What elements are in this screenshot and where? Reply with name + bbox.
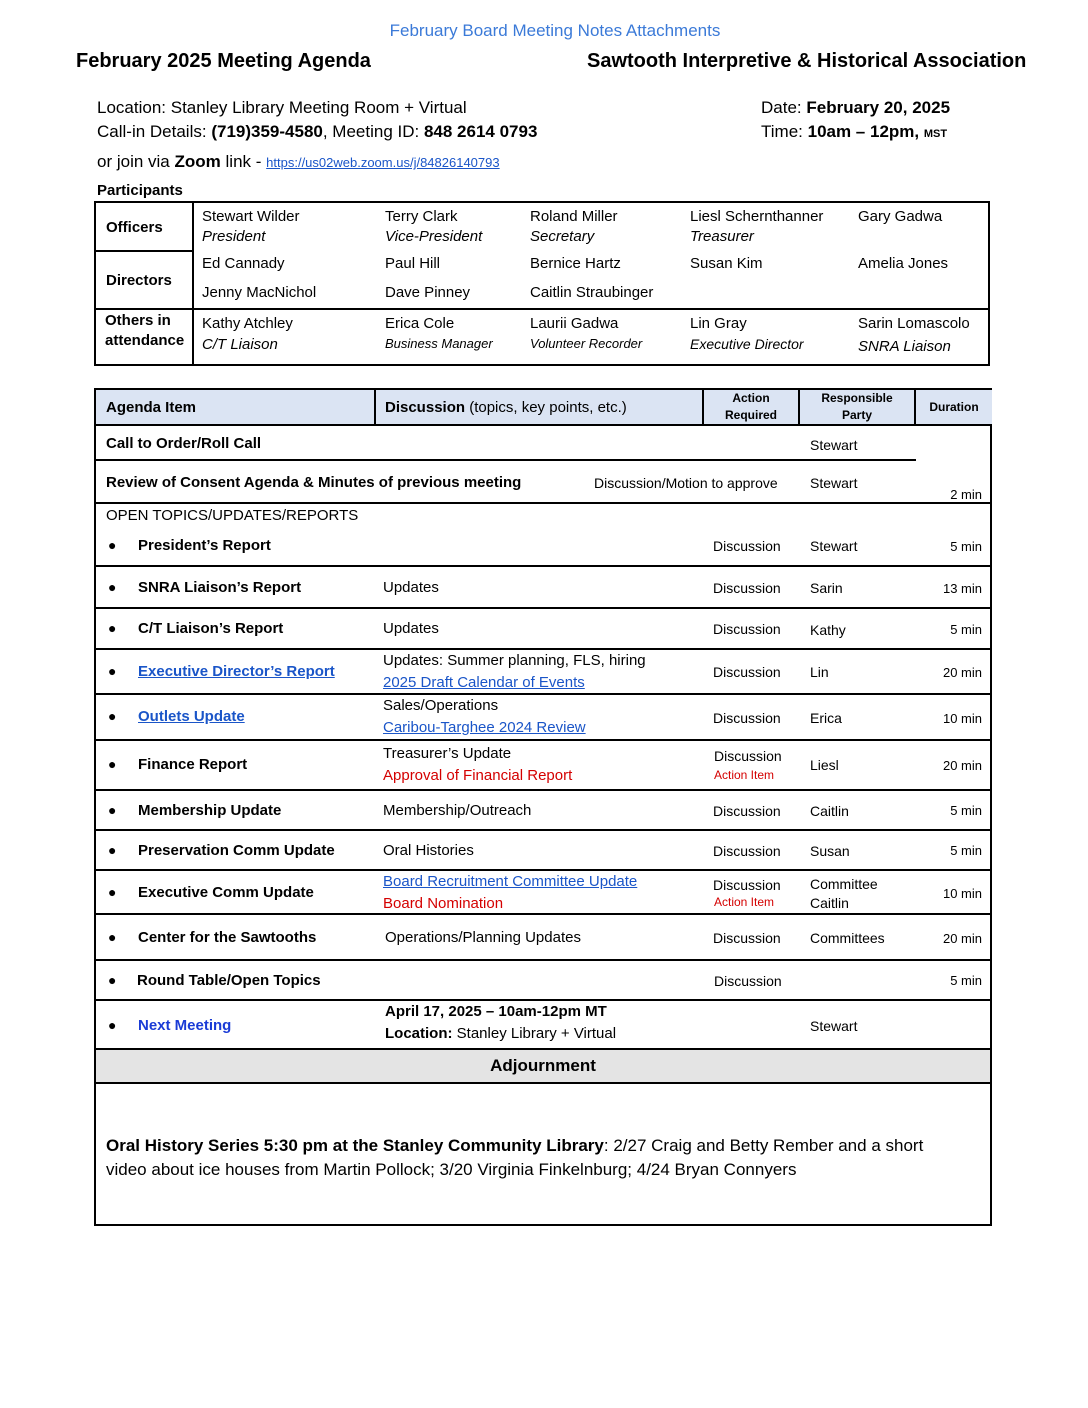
agenda-party: Caitlin: [810, 803, 849, 819]
adjournment-banner: Adjournment: [96, 1050, 990, 1082]
agenda-discussion: Oral Histories: [383, 842, 474, 859]
officer-role: Vice-President: [385, 228, 483, 245]
row-divider: [96, 607, 990, 609]
bullet: ●: [108, 756, 117, 772]
row-divider: [96, 308, 988, 310]
participants-table: [94, 201, 990, 366]
header-discussion: [376, 390, 704, 424]
participants-label: Participants: [97, 182, 183, 199]
agenda-action: Discussion: [713, 930, 781, 946]
meeting-id: 848 2614 0793: [423, 122, 538, 141]
row-divider: [96, 502, 990, 504]
call-to-order-party: Stewart: [810, 437, 858, 453]
bullet: ●: [108, 972, 117, 988]
agenda-discussion: Treasurer’s Update: [383, 745, 512, 762]
zoom-suffix: link -: [225, 152, 262, 171]
action-item-flag: Action Item: [714, 768, 775, 782]
consent-agenda-topic: Review of Consent Agenda & Minutes of previous meeting: [106, 474, 522, 491]
director-name: Ed Cannady: [202, 255, 285, 272]
officer-name: Stewart Wilder: [202, 208, 300, 225]
agenda-topic: Finance Report: [138, 756, 248, 773]
attendee-role: Executive Director: [690, 336, 804, 352]
row-divider: [96, 829, 990, 831]
agenda-table: [94, 388, 992, 1226]
agenda-duration: 10 min: [942, 711, 982, 726]
agenda-action: Discussion: [714, 973, 782, 989]
agenda-discussion: Updates: [383, 579, 439, 596]
oral-history-details: : 2/27 Craig and Betty Rember and a short video about ice houses from Martin Pollock; 3/20 Virginia Finkelnburg; 4/24 Bryan Connyers: [106, 1136, 924, 1179]
next-meeting-party: Stewart: [810, 1018, 858, 1034]
next-meeting-location-value: Stanley Library + Virtual: [456, 1025, 617, 1042]
others-label: Others in attendance: [105, 312, 185, 349]
section-label: OPEN TOPICS/UPDATES/REPORTS: [106, 507, 359, 524]
directors-label: Directors: [106, 272, 172, 289]
agenda-party: Committee: [810, 876, 878, 892]
location-value: Stanley Library Meeting Room + Virtual: [170, 98, 467, 117]
attendee-name: Erica Cole: [385, 315, 455, 332]
agenda-party: Committees: [810, 930, 885, 946]
officers-label: Officers: [106, 219, 163, 236]
header-party-line2: Party: [841, 408, 873, 422]
agenda-duration: 13 min: [942, 581, 982, 596]
agenda-duration: 5 min: [950, 622, 982, 637]
row-divider: [96, 959, 990, 961]
executive-director-report-link[interactable]: Executive Director’s Report: [138, 663, 335, 680]
agenda-discussion: Operations/Planning Updates: [385, 929, 581, 946]
director-name: Dave Pinney: [385, 284, 471, 301]
date-line: [761, 98, 950, 118]
time-line: [761, 122, 947, 142]
attendee-name: Lin Gray: [690, 315, 747, 332]
bullet: ●: [108, 620, 117, 636]
agenda-party: Liesl: [810, 757, 839, 773]
officer-role: President: [202, 228, 266, 245]
header-discussion-rest: (topics, key points, etc.): [469, 398, 627, 416]
column-divider: [192, 203, 194, 364]
header-discussion-bold: Discussion: [385, 398, 466, 416]
agenda-action: Discussion: [713, 621, 781, 637]
header-action-line1: Action: [732, 391, 770, 405]
agenda-action: Discussion: [713, 877, 781, 893]
agenda-party: Sarin: [810, 580, 843, 596]
director-name: Jenny MacNichol: [202, 284, 317, 301]
row-divider: [96, 869, 990, 871]
header-duration: Duration: [916, 390, 992, 424]
header-action-line2: Required: [724, 408, 777, 422]
meeting-id-label: , Meeting ID:: [322, 122, 420, 141]
approval-financial-report: Approval of Financial Report: [383, 767, 573, 784]
agenda-topic: Center for the Sawtooths: [138, 929, 317, 946]
next-meeting-topic: Next Meeting: [138, 1017, 232, 1034]
director-name: Amelia Jones: [858, 255, 949, 272]
attendee-role: Business Manager: [385, 336, 493, 351]
agenda-topic: Round Table/Open Topics: [137, 972, 321, 989]
agenda-topic: C/T Liaison’s Report: [138, 620, 284, 637]
agenda-party: Erica: [810, 710, 842, 726]
attendee-role: SNRA Liaison: [858, 338, 951, 355]
attendee-role: C/T Liaison: [202, 336, 278, 353]
agenda-duration: 5 min: [950, 973, 982, 988]
date-value: February 20, 2025: [806, 98, 951, 117]
director-name: Bernice Hartz: [530, 255, 621, 272]
agenda-topic: President’s Report: [138, 537, 271, 554]
consent-agenda-duration: 2 min: [950, 487, 982, 502]
agenda-topic: Executive Comm Update: [138, 884, 314, 901]
agenda-action: Discussion: [713, 803, 781, 819]
row-divider: [96, 565, 990, 567]
row-divider: [96, 739, 990, 741]
consent-agenda-party: Stewart: [810, 475, 858, 491]
call-to-order-topic: Call to Order/Roll Call: [106, 435, 262, 452]
agenda-discussion: Sales/Operations: [383, 697, 499, 714]
attendee-name: Kathy Atchley: [202, 315, 293, 332]
zoom-link[interactable]: https://us02web.zoom.us/j/84826140793: [266, 155, 500, 170]
callin-label: Call-in Details:: [97, 122, 207, 141]
attendee-role: Volunteer Recorder: [530, 336, 643, 351]
agenda-action: Discussion: [713, 664, 781, 680]
action-item-flag: Action Item: [714, 895, 775, 909]
agenda-party: Stewart: [810, 538, 858, 554]
date-label: Date:: [761, 98, 802, 117]
row-divider: [96, 693, 990, 695]
agenda-discussion: Updates: Summer planning, FLS, hiring: [383, 652, 646, 669]
agenda-topic: Preservation Comm Update: [138, 842, 335, 859]
officer-name: Liesl Schernthanner: [690, 208, 824, 225]
header-party-line1: Responsible: [821, 391, 893, 405]
agenda-action: Discussion: [713, 580, 781, 596]
bullet: ●: [108, 802, 117, 818]
zoom-prefix: or join via: [97, 152, 170, 171]
officer-name: Roland Miller: [530, 208, 618, 225]
callin-phone: (719)359-4580: [211, 122, 323, 141]
timezone: MST: [923, 128, 948, 140]
row-divider: [96, 459, 916, 461]
zoom-line: [97, 152, 500, 172]
officer-role: Treasurer: [690, 228, 754, 245]
agenda-party: Susan: [810, 843, 850, 859]
header-responsible-party: [800, 390, 916, 424]
time-label: Time:: [761, 122, 803, 141]
row-divider: [96, 789, 990, 791]
header-agenda-item: Agenda Item: [96, 390, 376, 424]
officer-name: Gary Gadwa: [858, 208, 943, 225]
agenda-title: February 2025 Meeting Agenda: [76, 50, 371, 72]
board-recruitment-link[interactable]: Board Recruitment Committee Update: [383, 873, 638, 890]
agenda-duration: 20 min: [942, 931, 982, 946]
officer-role: Secretary: [530, 228, 595, 245]
caribou-targhee-review-link[interactable]: Caribou-Targhee 2024 Review: [383, 719, 586, 736]
header-action-required: [704, 390, 800, 424]
row-divider: [96, 424, 990, 426]
row-divider: [96, 999, 990, 1001]
bullet: ●: [108, 1017, 117, 1033]
agenda-topic: Membership Update: [138, 802, 282, 819]
agenda-duration: 5 min: [950, 803, 982, 818]
director-name: Paul Hill: [385, 255, 441, 272]
director-name: Susan Kim: [690, 255, 763, 272]
agenda-party: Kathy: [810, 622, 846, 638]
row-divider: [96, 250, 192, 252]
attendee-name: Laurii Gadwa: [530, 315, 619, 332]
outlets-update-link[interactable]: Outlets Update: [138, 708, 245, 725]
agenda-discussion: Updates: [383, 620, 439, 637]
zoom-word: Zoom: [174, 152, 221, 171]
agenda-action: Discussion: [714, 748, 782, 764]
oral-history-title: Oral History Series 5:30 pm at the Stanley Community Library: [106, 1136, 604, 1155]
next-meeting-location-label: Location:: [385, 1025, 453, 1042]
bullet: ●: [108, 537, 117, 553]
board-nomination: Board Nomination: [383, 895, 504, 912]
agenda-duration: 10 min: [942, 886, 982, 901]
agenda-action: Discussion: [713, 538, 781, 554]
draft-calendar-link[interactable]: 2025 Draft Calendar of Events: [383, 674, 585, 691]
bullet: ●: [108, 579, 117, 595]
organization-name: Sawtooth Interpretive & Historical Association: [587, 50, 1027, 72]
bullet: ●: [108, 884, 117, 900]
director-name: Caitlin Straubinger: [530, 284, 654, 301]
oral-history-note: [106, 1134, 966, 1182]
bullet: ●: [108, 929, 117, 945]
attendee-name: Sarin Lomascolo: [858, 315, 970, 332]
row-divider: [96, 648, 990, 650]
bullet: ●: [108, 663, 117, 679]
agenda-duration: 20 min: [942, 665, 982, 680]
location-line: [97, 98, 467, 118]
agenda-duration: 20 min: [942, 758, 982, 773]
agenda-action: Discussion: [713, 710, 781, 726]
agenda-party-secondary: Caitlin: [810, 895, 849, 911]
next-meeting-location: [385, 1025, 616, 1042]
agenda-duration: 5 min: [950, 843, 982, 858]
row-divider: [96, 913, 990, 915]
callin-line: [97, 122, 537, 142]
bullet: ●: [108, 842, 117, 858]
agenda-discussion: Membership/Outreach: [383, 802, 532, 819]
bullet: ●: [108, 708, 117, 724]
next-meeting-date: April 17, 2025 – 10am-12pm MT: [385, 1003, 607, 1020]
header-attachments-link[interactable]: February Board Meeting Notes Attachments: [389, 21, 721, 40]
officer-name: Terry Clark: [385, 208, 458, 225]
agenda-topic: SNRA Liaison’s Report: [138, 579, 302, 596]
agenda-party: Lin: [810, 664, 829, 680]
agenda-action: Discussion: [713, 843, 781, 859]
row-divider: [96, 1082, 990, 1084]
time-value: 10am – 12pm,: [807, 122, 920, 141]
location-label: Location:: [97, 98, 166, 117]
agenda-duration: 5 min: [950, 539, 982, 554]
consent-agenda-action: Discussion/Motion to approve: [594, 475, 778, 491]
